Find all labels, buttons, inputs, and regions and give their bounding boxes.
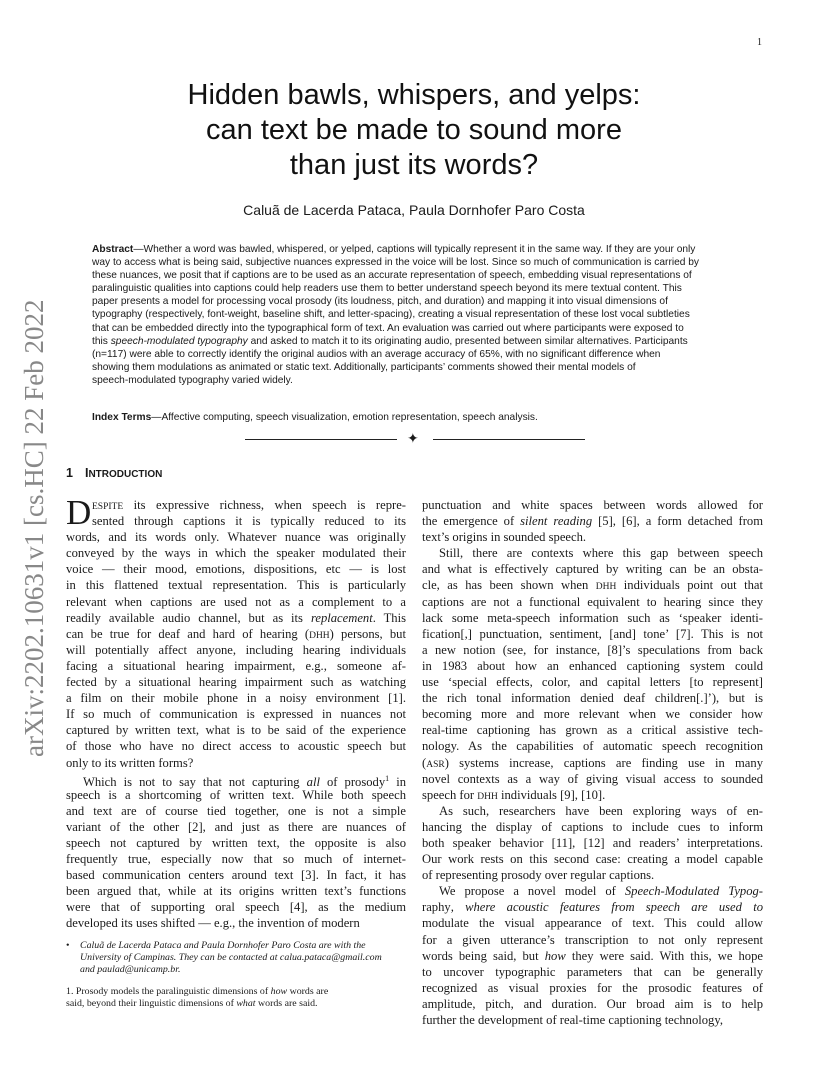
section-number: 1: [66, 466, 73, 480]
footnote-line: University of Campinas. They can be contacted at calua.pataca@gmail.com: [80, 952, 382, 963]
index-terms: [92, 412, 736, 423]
text-line: frequently true, especially now that so much of internet-: [66, 852, 406, 867]
abstract-line: speech-modulated typography varied widely.: [92, 374, 293, 386]
footnote-bullet: [66, 940, 406, 976]
abstract-line: typography (respectively, font-weight, baseline shift, and letter-spacing), creating a visual representation of these lost vocal subtleties: [92, 309, 690, 321]
text-line: of those who have no direct access to acoustic speech but: [66, 739, 406, 754]
text-line: conveyed by the ways in which the speaker modulated their: [66, 546, 406, 561]
paper-title: [0, 78, 828, 183]
index-terms-label: Index Terms: [92, 412, 152, 423]
text-line: been argued that, while at its origins written text’s functions: [66, 884, 406, 899]
arxiv-identifier-stamp: arXiv:2202.10631v1 [cs.HC] 22 Feb 2022: [19, 299, 49, 757]
text-line: and what is effectively captured by writing can be an obsta-: [422, 562, 763, 577]
text-line: recognized as visual proxies for the prosodic features of: [422, 980, 763, 995]
author-affiliation-footnote: [66, 940, 406, 976]
section-divider: [245, 432, 585, 448]
text-line: hancing the display of captions to include cues to inform: [422, 819, 763, 834]
text-line: We propose a novel model of Speech-Modulated Typog-: [439, 884, 763, 899]
section-title-initial: I: [84, 466, 89, 480]
text-line: Still, there are contexts where this gap between speech: [439, 546, 763, 561]
text-line: the rich tonal information denied deaf children[.]’), but is: [422, 691, 763, 706]
text-line: (ASR) systems increase, captions are finding use in many: [422, 755, 763, 770]
text-line: punctuation and white spaces between words allowed for: [422, 498, 763, 512]
text-line: speech for DHH individuals [9], [10].: [422, 787, 606, 802]
footnote-line: said, beyond their linguistic dimensions of what words are said.: [66, 998, 318, 1009]
divider-rule: [245, 439, 397, 440]
text-line: text’s origins in sounded speech.: [422, 530, 587, 545]
text-line: becoming more and more relevant when we consider how: [422, 707, 763, 722]
section-heading-introduction: [66, 466, 162, 480]
text-line: words being said, but how they were said. With this, we hope: [422, 948, 763, 963]
text-line: were that of supporting oral speech [4], as the medium: [66, 900, 406, 915]
text-line: will potentially affect anyone, including hearing individuals: [66, 642, 406, 657]
text-line: words, and its words only. Whatever nuance was originally: [66, 530, 406, 545]
text-line: relevant when captions are used not as a complement to a: [66, 594, 406, 609]
divider-star-icon: ✦: [407, 431, 419, 447]
abstract-line: paralinguistic qualities into captions could help readers use them to better understand speech beyond its mere textual content. This: [92, 283, 682, 295]
title-line: than just its words?: [289, 149, 539, 181]
text-line: Our work rests on this second case: creating a model capable: [422, 852, 763, 867]
text-line: can be true for deaf and hard of hearing (DHH) persons, but: [66, 626, 406, 641]
right-column: [422, 497, 763, 1028]
index-terms-text: —Affective computing, speech visualization, emotion representation, speech analysis.: [151, 412, 538, 423]
abstract: [92, 243, 736, 387]
text-line: in this flattened textual representation. This is particularly: [66, 578, 406, 593]
text-line: fected by a situational hearing impairment such as watching: [66, 675, 406, 690]
text-line: If so much of communication is expressed in nuances not: [66, 707, 406, 722]
text-line: raphy, where acoustic features from speech are used to: [422, 900, 763, 915]
text-line: and text are of course tied together, one is not a simple: [66, 803, 406, 818]
drop-cap-paragraph-start: [66, 493, 406, 532]
text-line: variant of the other [2], and just as there are nuances of: [66, 819, 406, 834]
text-line: speech not captured by written text, the opposite is also: [66, 835, 406, 850]
text-line: a film on their mobile phone in a noisy environment [1].: [66, 691, 406, 706]
text-line: amplitude, pitch, and duration. Our broad aim is to help: [422, 996, 763, 1011]
abstract-line: (n=117) were able to correctly identify the original audios with an average accuracy of 65%, with no significant difference when: [92, 348, 661, 360]
text-line: both speaker behavior [11], [12] and readers’ interpretations.: [422, 835, 763, 850]
divider-rule: [433, 439, 585, 440]
text-line: the emergence of silent reading [5], [6], a form detached from: [422, 514, 763, 529]
text-line: based communication centers around text [3]. In fact, it has: [66, 868, 406, 883]
page-number: 1: [757, 37, 762, 48]
drop-cap-letter: D: [66, 493, 92, 532]
text-line: further the development of real-time captioning technology,: [422, 1013, 723, 1027]
footnote-1: [66, 986, 406, 1010]
title-line: can text be made to sound more: [206, 114, 622, 146]
text-line: readily available audio channel, but as its replacement. This: [66, 610, 406, 625]
text-line: to uncover typographic parameters that can be generally: [422, 964, 763, 979]
text-line: of representing prosody over regular captions.: [422, 868, 655, 883]
text-line: novel contexts as a way of giving visual access to sounded: [422, 771, 763, 786]
text-line: ESPITE its expressive richness, when speech is repre-: [92, 498, 406, 512]
abstract-line: these nuances, we posit that if captions are to be used as an accurate representation of speech, embedding visual representations of: [92, 270, 692, 282]
text-line: only to its written forms?: [66, 755, 194, 770]
left-column: [66, 493, 406, 932]
text-line: cle, as has been shown when DHH individuals point out that: [422, 578, 764, 593]
text-line: voice — their mood, emotions, dispositions, etc — is lost: [66, 562, 406, 577]
text-line: speech is a shortcoming of written text. While both speech: [66, 787, 406, 802]
abstract-line: this speech-modulated typography and asked to match it to its originating audio, presented between similar alternatives. Participants: [92, 335, 688, 347]
section-title-rest: NTRODUCTION: [88, 469, 163, 480]
text-line: lack some meta-speech information such as ‘speaker identi-: [422, 610, 763, 625]
text-line: modulate the visual appearance of text. This could allow: [422, 916, 763, 931]
text-line: use ‘special effects, color, and capital letters [to represent]: [422, 675, 763, 690]
text-line: developed its uses shifted — e.g., the invention of modern: [66, 916, 360, 931]
abstract-label: Abstract: [92, 244, 134, 255]
abstract-line: showing them modulations as animated or static text. Additionally, participants’ comments showed their mental models of: [92, 361, 636, 373]
abstract-line: Abstract—Whether a word was bawled, whispered, or yelped, captions will typically represent it in the same way. If they are your only: [92, 244, 696, 255]
text-line: in 1983 about how an enhanced captioning system could: [422, 658, 763, 673]
abstract-line: that can be embedded directly into the typographical form of text. An evaluation was carried out where participants were exposed to: [92, 322, 684, 334]
title-line: Hidden bawls, whispers, and yelps:: [187, 79, 641, 111]
text-line: captions are not a functional equivalent to hearing since they: [422, 594, 763, 609]
text-line: sented through captions it is typically reduced to its: [92, 514, 406, 529]
text-line: Which is not to say that not capturing all of prosody$^1$ in: [83, 773, 406, 789]
text-line: fication[,] punctuation, sentiment, [and] tone’ [7]. This is not: [422, 626, 763, 641]
text-line: captured by written text, what is to be said of the experience: [66, 723, 406, 738]
text-line: a new notion (see, for instance, [8]’s speculations from back: [422, 642, 763, 657]
left-column-body: [66, 529, 406, 931]
right-column-body: [422, 497, 763, 1028]
text-line: As such, researchers have been exploring ways of en-: [439, 803, 763, 818]
text-line: nology. As the capabilities of automatic speech recognition: [422, 739, 763, 754]
author-list: Caluã de Lacerda Pataca, Paula Dornhofer Paro Costa: [243, 202, 585, 218]
text-line: facing a situational hearing impairment, e.g., someone af-: [66, 658, 406, 673]
footnote-line: Caluã de Lacerda Pataca and Paula Dornhofer Paro Costa are with the: [80, 940, 366, 951]
footnote-line: 1. Prosody models the paralinguistic dimensions of how words are: [66, 986, 329, 997]
bullet-icon: •: [66, 940, 70, 951]
text-line: for a given utterance’s transcription to not only represent: [422, 932, 763, 947]
text-line: real-time captioning has grown as a critical assistive tech-: [422, 723, 763, 738]
footnote-line: and paulad@unicamp.br.: [80, 964, 181, 975]
abstract-line: paper presents a model for processing vocal prosody (its loudness, pitch, and duration) and mapping it into visual dimensions of: [92, 296, 668, 308]
abstract-line: way to access what is being said, subjective nuances expressed in the voice will be lost. Since so much of communication is carried by: [92, 257, 700, 269]
